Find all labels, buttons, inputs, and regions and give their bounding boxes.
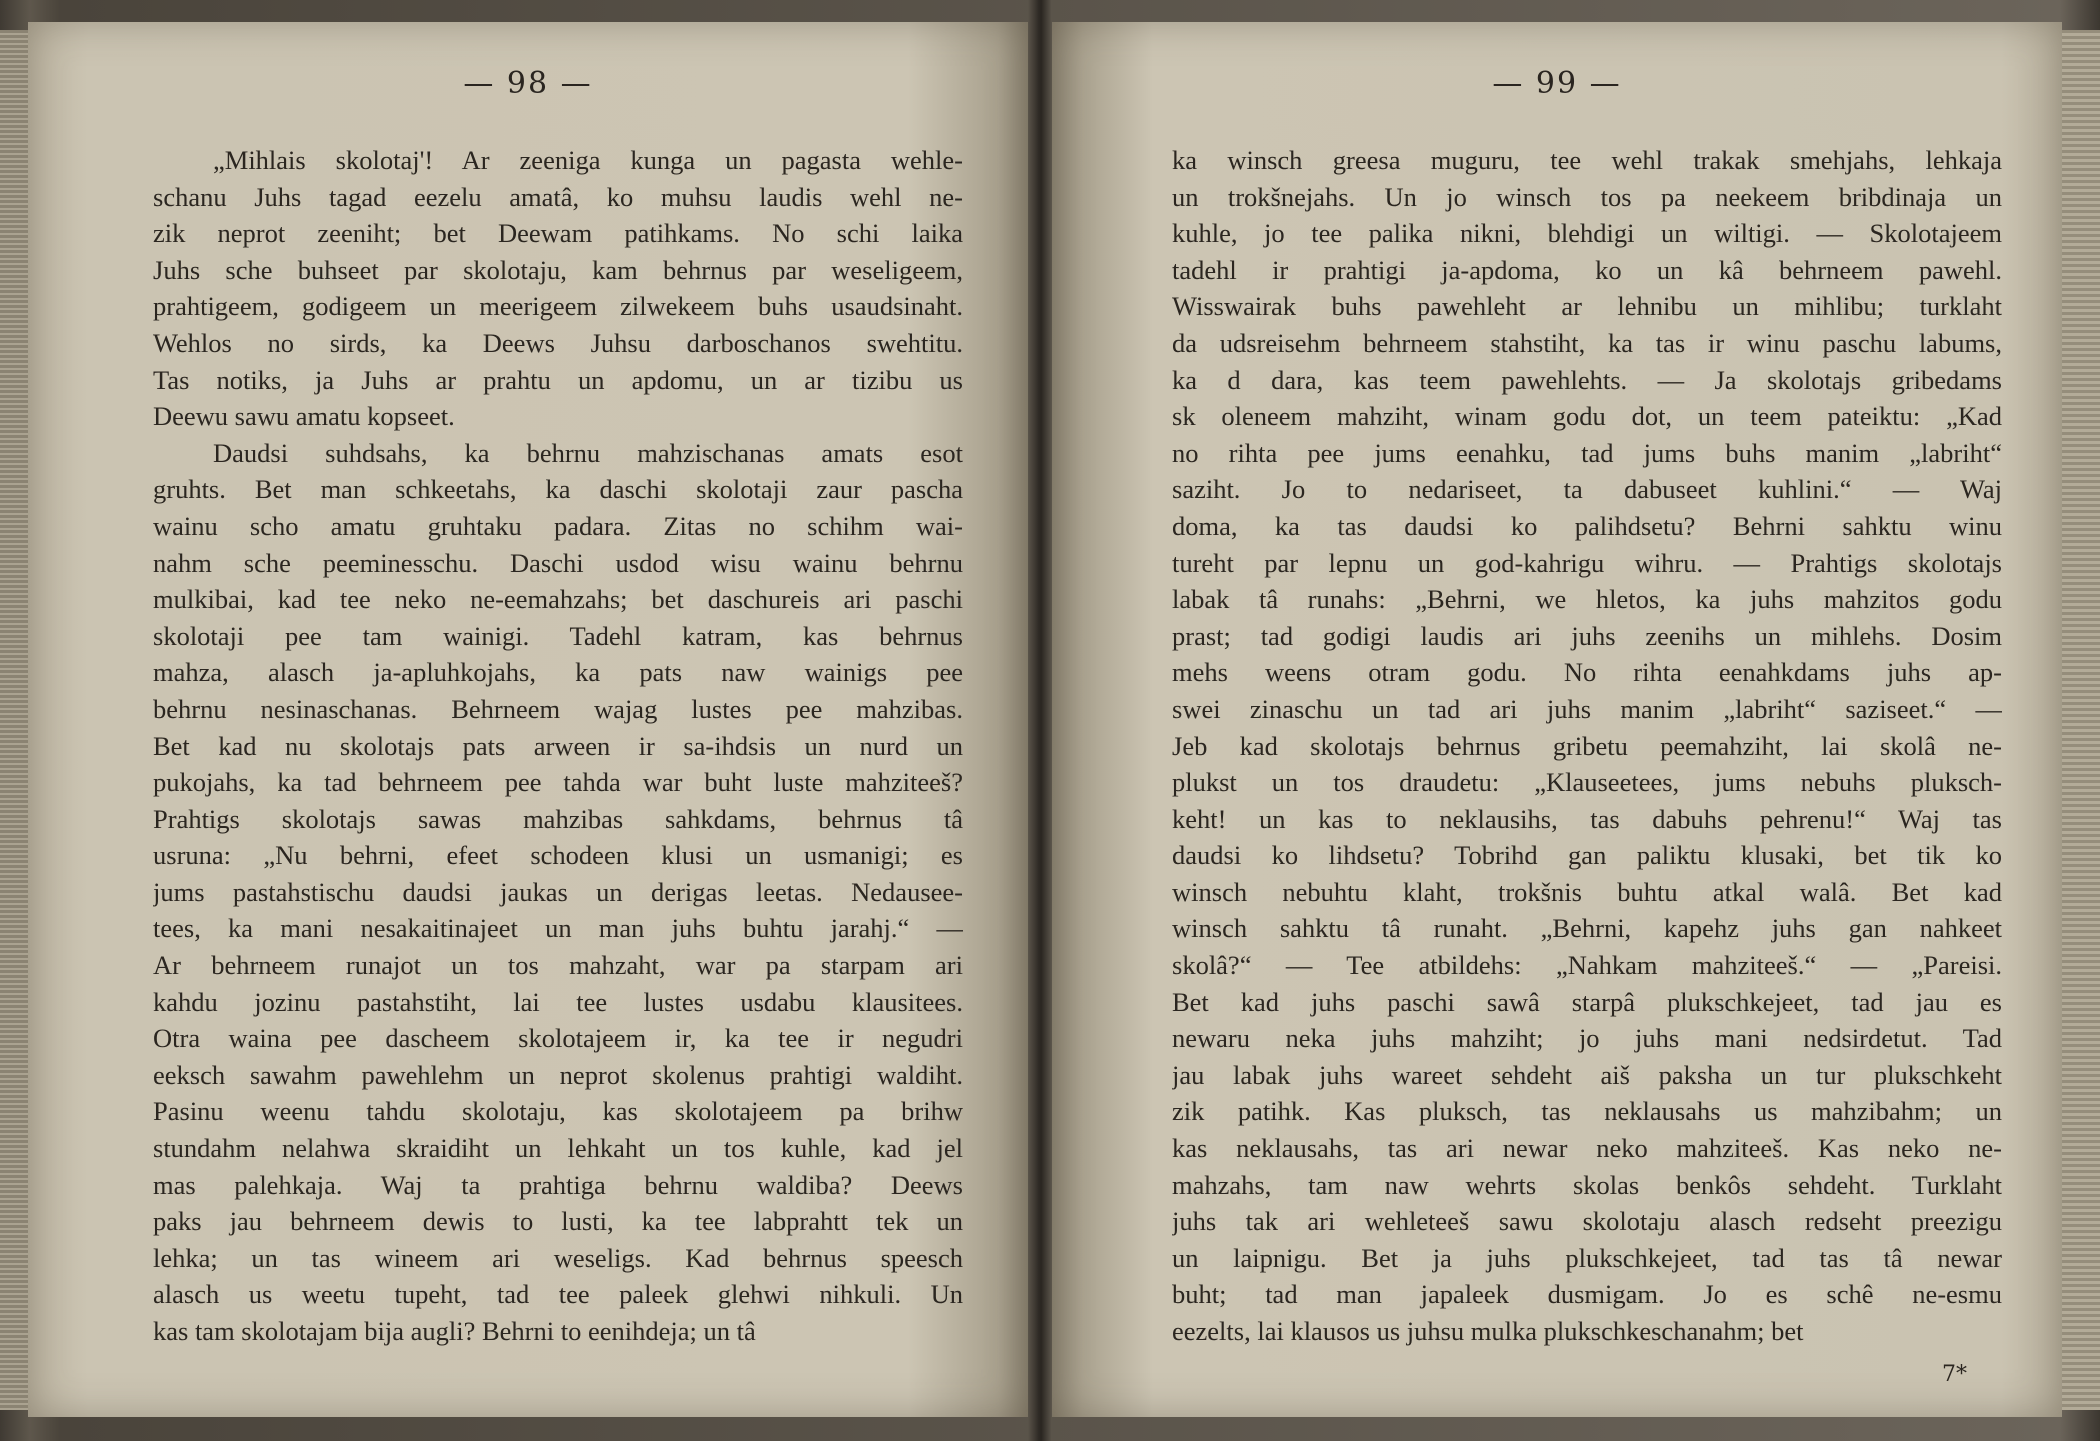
text-line: prast; tad godigi laudis ari juhs zeenihs un mihlehs. Dosim bbox=[1172, 620, 2002, 651]
text-line: Daudsi suhdsahs, ka behrnu mahzischanas amats esot bbox=[213, 437, 963, 468]
text-line: kuhle, jo tee palika nikni, blehdigi un wiltigi. — Skolotajeem bbox=[1172, 218, 2002, 249]
text-line: eezelts, lai klausos us juhsu mulka plukschkeschanahm; bet bbox=[1172, 1316, 1804, 1346]
text-line: wainu scho amatu gruhtaku padara. Zitas no schihm wai- bbox=[153, 510, 963, 541]
text-line: swei zinaschu un tad ari juhs manim „labriht“ saziseet.“ — bbox=[1172, 693, 2002, 724]
signature-mark: 7* bbox=[1942, 1362, 1967, 1387]
text-line: kahdu jozinu pastahstiht, lai tee lustes usdabu klausitees. bbox=[153, 986, 963, 1017]
text-line: un trokšnejahs. Un jo winsch tos pa neekeem bribdinaja un bbox=[1172, 181, 2002, 212]
text-line: daudsi ko lihdsetu? Tobrihd gan paliktu klusaki, bet tik ko bbox=[1172, 840, 2002, 871]
right-page bbox=[1052, 22, 2062, 1417]
text-line: mas palehkaja. Waj ta prahtiga behrnu waldiba? Deews bbox=[153, 1169, 963, 1200]
left-page bbox=[28, 22, 1028, 1417]
page-number: — 98 — bbox=[463, 66, 593, 101]
text-line: Bet kad nu skolotajs pats arween ir sa-ihdsis un nurd un bbox=[153, 730, 963, 761]
text-line: mehs weens otram godu. No rihta eenahkdams juhs ap- bbox=[1172, 657, 2002, 688]
text-line: ka winsch greesa muguru, tee wehl trakak smehjahs, lehkaja bbox=[1172, 145, 2002, 175]
text-line: ka d dara, kas teem pawehlehts. — Ja skolotajs gribedams bbox=[1172, 364, 2002, 395]
text-line: Pasinu weenu tahdu skolotaju, kas skolotajeem pa brihw bbox=[153, 1096, 963, 1127]
text-line: kas neklausahs, tas ari newar neko mahziteeš. Kas neko ne- bbox=[1172, 1133, 2002, 1164]
text-line: newaru neka juhs mahziht; jo juhs mani nedsirdetut. Tad bbox=[1172, 1023, 2002, 1054]
text-line: tadehl ir prahtigi ja-apdoma, ko un kâ behrneem pawehl. bbox=[1172, 254, 2002, 285]
text-line: zik neprot zeeniht; bet Deewam patihkams. No schi laika bbox=[153, 218, 963, 249]
text-line: Bet kad juhs paschi sawâ starpâ plukschkejeet, tad jau es bbox=[1172, 986, 2002, 1017]
text-line: labak tâ runahs: „Behrni, we hletos, ka juhs mahzitos godu bbox=[1172, 584, 2002, 615]
text-line: jau labak juhs wareet sehdeht aiš paksha un tur plukschkeht bbox=[1172, 1059, 2002, 1090]
text-line: Tas notiks, ja Juhs ar prahtu un apdomu, un ar tizibu us bbox=[153, 364, 963, 395]
text-line: prahtigeem, godigeem un meerigeem zilwekeem buhs usaudsinaht. bbox=[153, 291, 963, 322]
page-body-text bbox=[153, 142, 963, 1350]
text-line: jums pastahstischu daudsi jaukas un derigas leetas. Nedausee- bbox=[153, 876, 963, 907]
text-line: Deewu sawu amatu kopseet. bbox=[153, 401, 455, 432]
text-line: Jeb kad skolotajs behrnus gribetu peemahziht, lai skolâ ne- bbox=[1172, 730, 2002, 761]
text-line: Wehlos no sirds, ka Deews Juhsu darboschanos swehtitu. bbox=[153, 327, 963, 358]
text-line: juhs tak ari wehleteeš sawu skolotaju alasch redseht preezigu bbox=[1172, 1206, 2002, 1237]
text-line: no rihta pee jums eenahku, tad jums buhs manim „labriht“ bbox=[1172, 437, 2002, 468]
page-edges-right bbox=[2062, 30, 2100, 1410]
text-line: kas tam skolotajam bija augli? Behrni to eenihdeja; un tâ bbox=[153, 1316, 756, 1346]
text-line: sk oleneem mahziht, winam godu dot, un teem pateiktu: „Kad bbox=[1172, 401, 2002, 432]
page-number: — 99 — bbox=[1492, 66, 1622, 101]
text-line: Juhs sche buhseet par skolotaju, kam behrnus par weseligeem, bbox=[153, 254, 963, 285]
text-line: Prahtigs skolotajs sawas mahzibas sahkdams, behrnus tâ bbox=[153, 803, 963, 834]
page-body-text bbox=[1172, 142, 2002, 1350]
text-line: da udsreisehm behrneem stahstiht, ka tas ir winu paschu labums, bbox=[1172, 327, 2002, 358]
text-line: un laipnigu. Bet ja juhs plukschkejeet, tad tas tâ newar bbox=[1172, 1242, 2002, 1273]
text-line: keht! un kas to neklausihs, tas dabuhs pehrenu!“ Waj tas bbox=[1172, 803, 2002, 834]
text-line: Wisswairak buhs pawehleht ar lehnibu un mihlibu; turklaht bbox=[1172, 291, 2002, 322]
text-line: behrnu nesinaschanas. Behrneem wajag lustes pee mahzibas. bbox=[153, 693, 963, 724]
text-line: winsch sahktu tâ runaht. „Behrni, kapehz juhs gan nahkeet bbox=[1172, 913, 2002, 944]
text-line: usruna: „Nu behrni, efeet schodeen klusi un usmanigi; es bbox=[153, 840, 963, 871]
text-line: alasch us weetu tupeht, tad tee paleek glehwi nihkuli. Un bbox=[153, 1279, 963, 1310]
text-line: zik patihk. Kas pluksch, tas neklausahs us mahzibahm; un bbox=[1172, 1096, 2002, 1127]
text-line: plukst un tos draudetu: „Klauseetees, jums nebuhs pluksch- bbox=[1172, 767, 2002, 798]
text-line: tureht par lepnu un god-kahrigu wihru. — Prahtigs skolotajs bbox=[1172, 547, 2002, 578]
text-line: tees, ka mani nesakaitinajeet un man juhs buhtu jarahj.“ — bbox=[153, 913, 963, 944]
text-line: Ar behrneem runajot un tos mahzaht, war pa starpam ari bbox=[153, 950, 963, 981]
text-line: gruhts. Bet man schkeetahs, ka daschi skolotaji zaur pascha bbox=[153, 474, 963, 505]
text-line: schanu Juhs tagad eezelu amatâ, ko muhsu laudis wehl ne- bbox=[153, 181, 963, 212]
text-line: mulkibai, kad tee neko ne-eemahzahs; bet daschureis ari paschi bbox=[153, 584, 963, 615]
text-line: winsch nebuhtu klaht, trokšnis buhtu atkal walâ. Bet kad bbox=[1172, 876, 2002, 907]
text-line: „Mihlais skolotaj'! Ar zeeniga kunga un pagasta wehle- bbox=[213, 145, 963, 175]
text-line: saziht. Jo to nedariseet, ta dabuseet kuhlini.“ — Waj bbox=[1172, 474, 2002, 505]
text-line: lehka; un tas wineem ari weseligs. Kad behrnus speesch bbox=[153, 1242, 963, 1273]
text-line: mahza, alasch ja-apluhkojahs, ka pats naw wainigs pee bbox=[153, 657, 963, 688]
text-line: skolâ?“ — Tee atbildehs: „Nahkam mahziteeš.“ — „Pareisi. bbox=[1172, 950, 2002, 981]
text-line: buht; tad man japaleek dusmigam. Jo es schê ne-esmu bbox=[1172, 1279, 2002, 1310]
text-line: stundahm nelahwa skraidiht un lehkaht un tos kuhle, kad jel bbox=[153, 1133, 963, 1164]
text-line: skolotaji pee tam wainigi. Tadehl katram, kas behrnus bbox=[153, 620, 963, 651]
text-line: paks jau behrneem dewis to lusti, ka tee labprahtt tek un bbox=[153, 1206, 963, 1237]
text-line: Otra waina pee dascheem skolotajeem ir, ka tee ir negudri bbox=[153, 1023, 963, 1054]
text-line: doma, ka tas daudsi ko palihdsetu? Behrni sahktu winu bbox=[1172, 510, 2002, 541]
text-line: eeksch sawahm pawehlehm un neprot skolenus prahtigi waldiht. bbox=[153, 1059, 963, 1090]
text-line: pukojahs, ka tad behrneem pee tahda war buht luste mahziteeš? bbox=[153, 767, 963, 798]
text-line: nahm sche peeminesschu. Daschi usdod wisu wainu behrnu bbox=[153, 547, 963, 578]
text-line: mahzahs, tam naw wehrts skolas benkôs sehdeht. Turklaht bbox=[1172, 1169, 2002, 1200]
page-edges-left bbox=[0, 30, 28, 1410]
book-gutter bbox=[1028, 0, 1052, 1441]
